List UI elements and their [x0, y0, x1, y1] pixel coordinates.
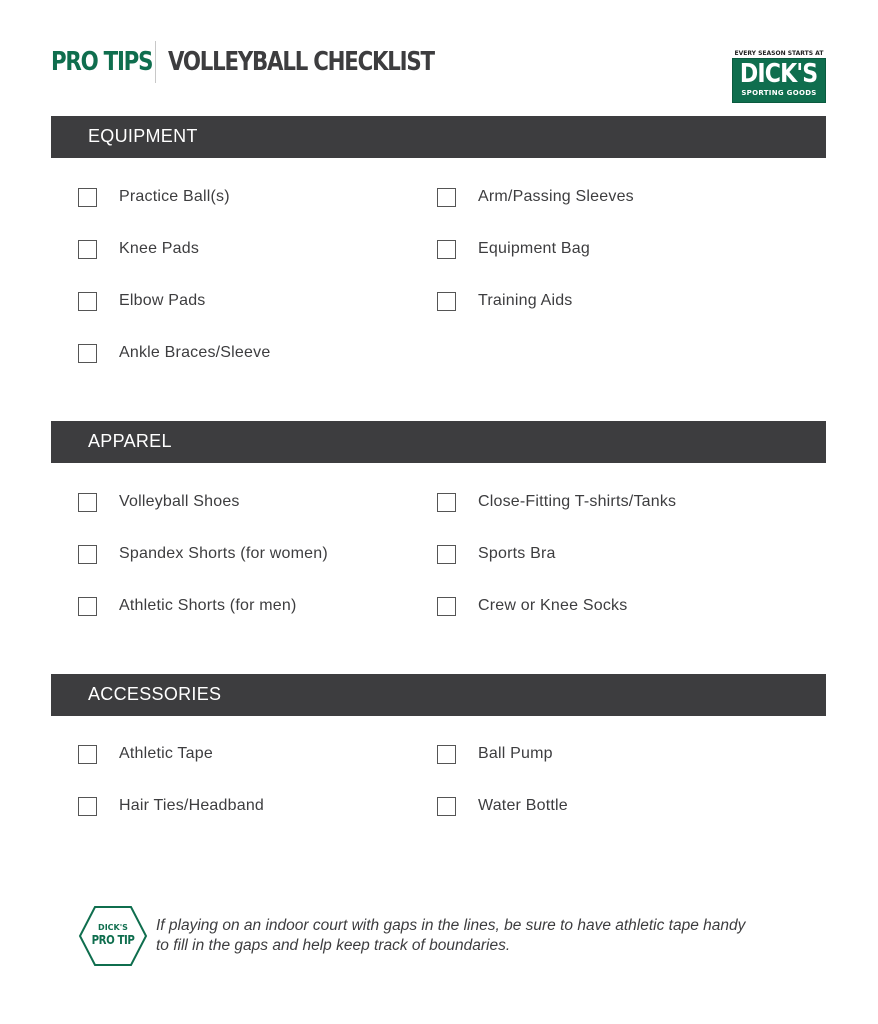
- checkbox[interactable]: [78, 545, 97, 564]
- item-label: Knee Pads: [119, 240, 200, 257]
- item-label: Crew or Knee Socks: [478, 597, 628, 614]
- logo-box: [732, 58, 826, 103]
- item-label: Sports Bra: [478, 545, 556, 562]
- section-header-apparel: [51, 421, 826, 463]
- checklist-item[interactable]: [437, 543, 556, 565]
- item-label: Ball Pump: [478, 745, 553, 762]
- item-label: Water Bottle: [478, 797, 568, 814]
- item-label: Hair Ties/Headband: [119, 797, 265, 814]
- logo-tagline: EVERY SEASON STARTS AT: [734, 50, 824, 57]
- checklist-item[interactable]: [78, 342, 270, 364]
- checklist-item[interactable]: [437, 795, 568, 817]
- pro-tips-label: PRO TIPS: [51, 47, 153, 77]
- page-title: VOLLEYBALL CHECKLIST: [168, 47, 434, 77]
- checklist-item[interactable]: [78, 238, 199, 260]
- section-title: EQUIPMENT: [88, 126, 198, 146]
- checkbox[interactable]: [78, 188, 97, 207]
- item-label: Practice Ball(s): [119, 188, 230, 205]
- pro-tip-badge: [78, 905, 148, 967]
- checkbox[interactable]: [78, 493, 97, 512]
- checkbox[interactable]: [437, 797, 456, 816]
- section-header-equipment: [51, 116, 826, 158]
- item-label: Spandex Shorts (for women): [119, 545, 328, 562]
- checkbox[interactable]: [437, 188, 456, 207]
- checklist-item[interactable]: [78, 491, 240, 513]
- checkbox[interactable]: [437, 597, 456, 616]
- checklist-item[interactable]: [78, 543, 328, 565]
- checkbox[interactable]: [437, 745, 456, 764]
- section-title: ACCESSORIES: [88, 684, 222, 704]
- badge-line2: PRO TIP: [91, 933, 135, 947]
- pro-tip-text: If playing on an indoor court with gaps in the lines, be sure to have athletic tape handy to fill in the gaps and help keep track of boundaries.: [156, 917, 746, 954]
- checklist-item[interactable]: [437, 491, 676, 513]
- checklist-item[interactable]: [437, 290, 573, 312]
- item-label: Ankle Braces/Sleeve: [119, 344, 271, 361]
- checklist-item[interactable]: [78, 795, 264, 817]
- checkbox[interactable]: [437, 292, 456, 311]
- header-divider: [155, 41, 156, 83]
- checklist-item[interactable]: [78, 595, 297, 617]
- checkbox[interactable]: [437, 545, 456, 564]
- checklist-item[interactable]: [78, 290, 206, 312]
- item-label: Athletic Shorts (for men): [119, 597, 297, 614]
- checkbox[interactable]: [78, 344, 97, 363]
- checklist-item[interactable]: [437, 743, 553, 765]
- checklist-item[interactable]: [437, 186, 634, 208]
- pro-tip: [78, 905, 756, 967]
- checklist-item[interactable]: [437, 238, 590, 260]
- checkbox[interactable]: [437, 240, 456, 259]
- checkbox[interactable]: [78, 797, 97, 816]
- badge-line1: DICK'S: [98, 923, 128, 932]
- checkbox[interactable]: [78, 292, 97, 311]
- dicks-logo: [732, 50, 826, 103]
- page-header: [51, 40, 492, 84]
- item-label: Athletic Tape: [119, 745, 213, 762]
- section-header-accessories: [51, 674, 826, 716]
- logo-subtitle: SPORTING GOODS: [741, 89, 817, 97]
- checkbox[interactable]: [437, 493, 456, 512]
- item-label: Equipment Bag: [478, 240, 591, 257]
- checkbox[interactable]: [78, 240, 97, 259]
- checklist-item[interactable]: [78, 186, 230, 208]
- item-label: Training Aids: [478, 292, 573, 309]
- item-label: Close-Fitting T-shirts/Tanks: [478, 493, 677, 510]
- logo-name: DICK'S: [740, 59, 818, 89]
- item-label: Elbow Pads: [119, 292, 206, 309]
- checklist-item[interactable]: [78, 743, 213, 765]
- section-title: APPAREL: [88, 431, 172, 451]
- checkbox[interactable]: [78, 745, 97, 764]
- item-label: Arm/Passing Sleeves: [478, 188, 634, 205]
- checkbox[interactable]: [78, 597, 97, 616]
- item-label: Volleyball Shoes: [119, 493, 240, 510]
- checklist-item[interactable]: [437, 595, 627, 617]
